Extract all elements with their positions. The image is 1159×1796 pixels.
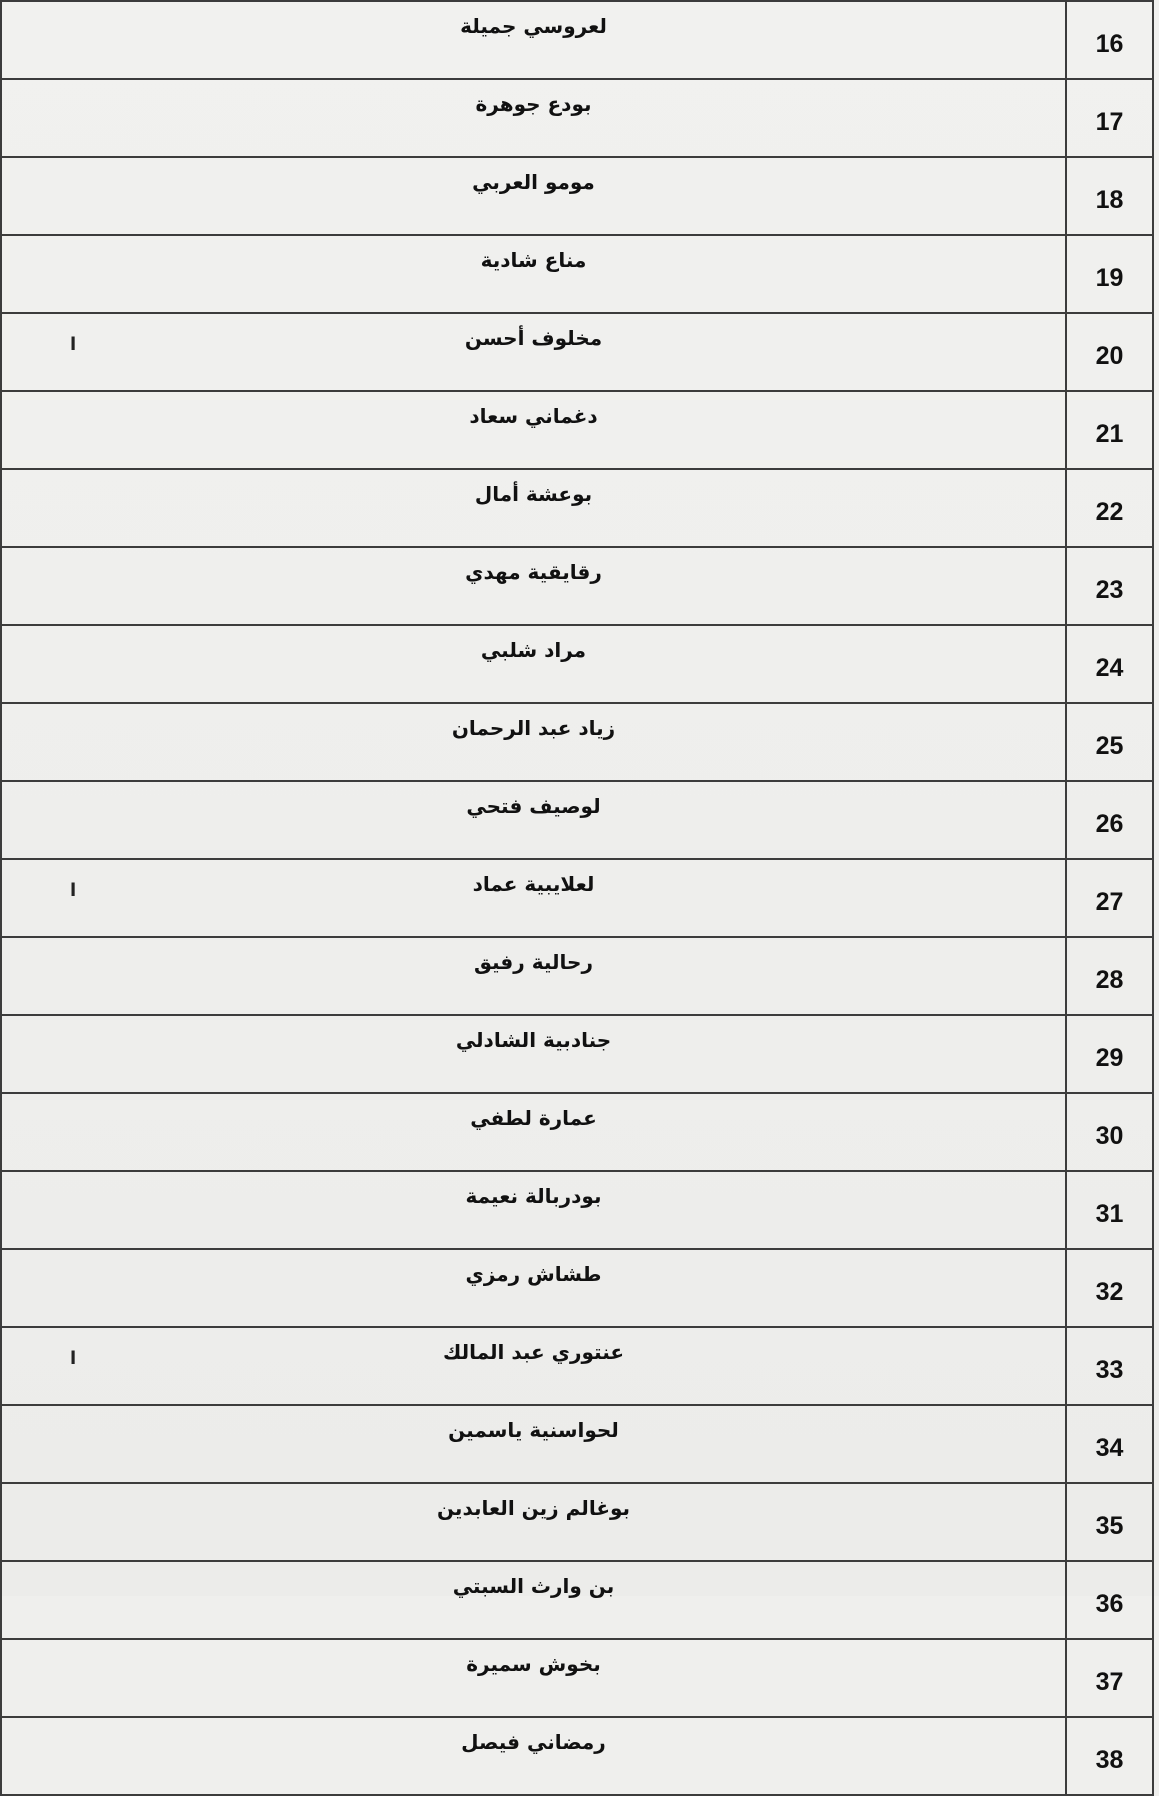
table-row: [1, 1561, 1153, 1639]
name-cell: مخلوف أحسن: [1, 313, 1066, 391]
name-cell: مومو العربي: [1, 157, 1066, 235]
name-cell: بودربالة نعيمة: [1, 1171, 1066, 1249]
row-number-cell: 17: [1066, 79, 1153, 157]
name-cell: زياد عبد الرحمان: [1, 703, 1066, 781]
name-cell: بخوش سميرة: [1, 1639, 1066, 1717]
row-number-cell: 16: [1066, 1, 1153, 79]
table-row: [1, 547, 1153, 625]
table-row: [1, 937, 1153, 1015]
name-cell: مراد شلبي: [1, 625, 1066, 703]
row-number-cell: 21: [1066, 391, 1153, 469]
row-number-cell: 30: [1066, 1093, 1153, 1171]
name-cell: لحواسنية ياسمين: [1, 1405, 1066, 1483]
row-number-cell: 26: [1066, 781, 1153, 859]
row-number-cell: 28: [1066, 937, 1153, 1015]
table-row: [1, 469, 1153, 547]
table-row: [1, 625, 1153, 703]
name-cell: لعروسي جميلة: [1, 1, 1066, 79]
row-number-cell: 20: [1066, 313, 1153, 391]
row-number-cell: 18: [1066, 157, 1153, 235]
table-row: [1, 1717, 1153, 1795]
handwritten-tick-mark: ا: [70, 1348, 77, 1369]
name-cell: بوغالم زين العابدين: [1, 1483, 1066, 1561]
name-cell: لعلايبية عماد: [1, 859, 1066, 937]
row-number-cell: 36: [1066, 1561, 1153, 1639]
table-row: [1, 1249, 1153, 1327]
row-number-cell: 35: [1066, 1483, 1153, 1561]
row-number-cell: 27: [1066, 859, 1153, 937]
row-number-cell: 19: [1066, 235, 1153, 313]
name-cell: رقايقية مهدي: [1, 547, 1066, 625]
name-cell: بودع جوهرة: [1, 79, 1066, 157]
name-cell: عنتوري عبد المالك: [1, 1327, 1066, 1405]
name-cell: مناع شادية: [1, 235, 1066, 313]
table-row: [1, 79, 1153, 157]
row-number-cell: 25: [1066, 703, 1153, 781]
table-row: [1, 1327, 1153, 1405]
table-row: [1, 703, 1153, 781]
row-number-cell: 22: [1066, 469, 1153, 547]
name-cell: طشاش رمزي: [1, 1249, 1066, 1327]
name-cell: بوعشة أمال: [1, 469, 1066, 547]
handwritten-tick-mark: ا: [70, 880, 77, 901]
table-row: [1, 157, 1153, 235]
table-row: [1, 1483, 1153, 1561]
row-number-cell: 32: [1066, 1249, 1153, 1327]
table-row: [1, 781, 1153, 859]
row-number-cell: 24: [1066, 625, 1153, 703]
table-row: [1, 1, 1153, 79]
table-row: [1, 1093, 1153, 1171]
row-number-cell: 34: [1066, 1405, 1153, 1483]
row-number-cell: 29: [1066, 1015, 1153, 1093]
roster-table-body: [1, 1, 1153, 1795]
name-cell: عمارة لطفي: [1, 1093, 1066, 1171]
table-row: [1, 1015, 1153, 1093]
row-number-cell: 31: [1066, 1171, 1153, 1249]
name-cell: بن وارث السبتي: [1, 1561, 1066, 1639]
table-row: [1, 1639, 1153, 1717]
name-cell: رمضاني فيصل: [1, 1717, 1066, 1795]
table-row: [1, 391, 1153, 469]
table-row: [1, 859, 1153, 937]
table-row: [1, 313, 1153, 391]
row-number-cell: 23: [1066, 547, 1153, 625]
table-row: [1, 1171, 1153, 1249]
row-number-cell: 37: [1066, 1639, 1153, 1717]
name-cell: جنادبية الشادلي: [1, 1015, 1066, 1093]
table-row: [1, 235, 1153, 313]
handwritten-tick-mark: ا: [70, 334, 77, 355]
name-cell: رحالية رفيق: [1, 937, 1066, 1015]
name-cell: لوصيف فتحي: [1, 781, 1066, 859]
row-number-cell: 33: [1066, 1327, 1153, 1405]
table-row: [1, 1405, 1153, 1483]
name-cell: دغماني سعاد: [1, 391, 1066, 469]
row-number-cell: 38: [1066, 1717, 1153, 1795]
